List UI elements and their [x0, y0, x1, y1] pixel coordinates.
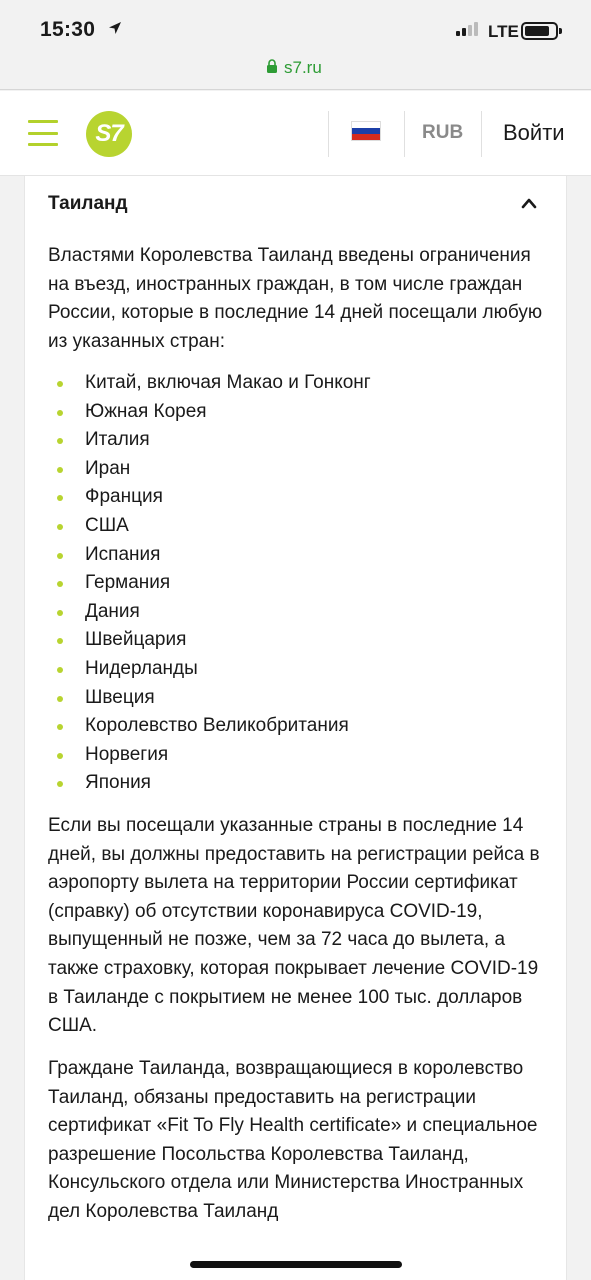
list-item [48, 541, 548, 570]
list-item [48, 569, 548, 598]
country-name: Швеция [85, 686, 155, 708]
list-item [48, 741, 548, 770]
bullet-icon [57, 410, 63, 416]
s7-logo[interactable] [86, 111, 132, 157]
country-name: Китай, включая Макао и Гонконг [85, 372, 371, 393]
country-name: Япония [85, 772, 151, 794]
country-name: Испания [85, 543, 161, 565]
bullet-icon [57, 724, 63, 730]
bullet-icon [57, 638, 63, 644]
list-item [48, 512, 548, 541]
bullet-icon [57, 524, 63, 530]
country-name: Италия [85, 429, 150, 451]
menu-icon[interactable] [28, 120, 58, 146]
list-item [48, 483, 548, 512]
country-name: Дания [85, 600, 140, 622]
lock-icon [266, 59, 278, 73]
header-divider [328, 111, 329, 157]
list-item [48, 398, 548, 427]
bullet-icon [57, 381, 63, 387]
battery-icon [521, 22, 558, 40]
list-item [48, 655, 548, 684]
header-divider [404, 111, 405, 157]
bullet-icon [57, 667, 63, 673]
country-name: Южная Корея [85, 400, 207, 422]
requirements-paragraph: Если вы посещали указанные страны в последние 14 дней, вы должны предоставить на регистрации рейса в аэропорту вылета на территории России сертификат (справку) об отсутствии коронавируса COVID-19, выпущенный не позже, чем за 72 часа до вылета, а также страховку, которая покрывает лечение COVID-19 в Таиланде с покрытием не менее 100 тыс. долларов США. [48, 815, 540, 1037]
network-type: LTE [488, 22, 519, 41]
chevron-up-icon[interactable] [521, 197, 537, 209]
location-arrow-icon [108, 21, 122, 35]
country-name: Королевство Великобритания [85, 715, 349, 737]
home-indicator[interactable] [190, 1261, 402, 1268]
country-name: Германия [85, 572, 171, 594]
thai-citizens-paragraph: Граждане Таиланда, возвращающиеся в королевство Таиланд, обязаны предоставить на регистрации сертификат «Fit To Fly Health certificate» и специальное разрешение Посольства Королевства Таиланд, Консульского отдела или Министерства Иностранных дел Королевства Таиланд [48, 1058, 538, 1222]
bullet-icon [57, 467, 63, 473]
country-name: Иран [85, 457, 131, 479]
list-item [48, 598, 548, 627]
list-item [48, 769, 548, 798]
country-name: Норвегия [85, 743, 169, 765]
bullet-icon [57, 753, 63, 759]
status-time: 15:30 [40, 18, 96, 41]
currency-selector[interactable]: RUB [422, 122, 464, 143]
header-divider [481, 111, 482, 157]
bullet-icon [57, 781, 63, 787]
status-bar [0, 0, 591, 50]
bullet-icon [57, 610, 63, 616]
country-name: Франция [85, 486, 163, 508]
country-name: Швейцария [85, 629, 187, 651]
bullet-icon [57, 495, 63, 501]
list-item [48, 626, 548, 655]
russia-flag-icon[interactable] [351, 121, 381, 141]
browser-url-bar[interactable] [0, 50, 591, 90]
logo-text: S7 [95, 120, 123, 147]
list-item [48, 455, 548, 484]
bullet-icon [57, 696, 63, 702]
login-button[interactable]: Войти [503, 120, 565, 145]
country-list [48, 369, 548, 798]
bullet-icon [57, 581, 63, 587]
list-item [48, 712, 548, 741]
site-header [0, 91, 591, 176]
country-name: Нидерланды [85, 657, 198, 679]
list-item [48, 426, 548, 455]
url-domain: s7.ru [284, 58, 322, 77]
bullet-icon [57, 438, 63, 444]
country-name: США [85, 514, 129, 536]
bullet-icon [57, 553, 63, 559]
accordion-title[interactable]: Таиланд [48, 193, 128, 214]
list-item [48, 369, 548, 398]
accordion-section [24, 176, 567, 1280]
list-item [48, 684, 548, 713]
intro-paragraph: Властями Королевства Таиланд введены ограничения на въезд, иностранных граждан, в том числе граждан России, которые в последние 14 дней посещали любую из указанных стран: [48, 245, 543, 352]
signal-strength-icon [456, 22, 478, 36]
